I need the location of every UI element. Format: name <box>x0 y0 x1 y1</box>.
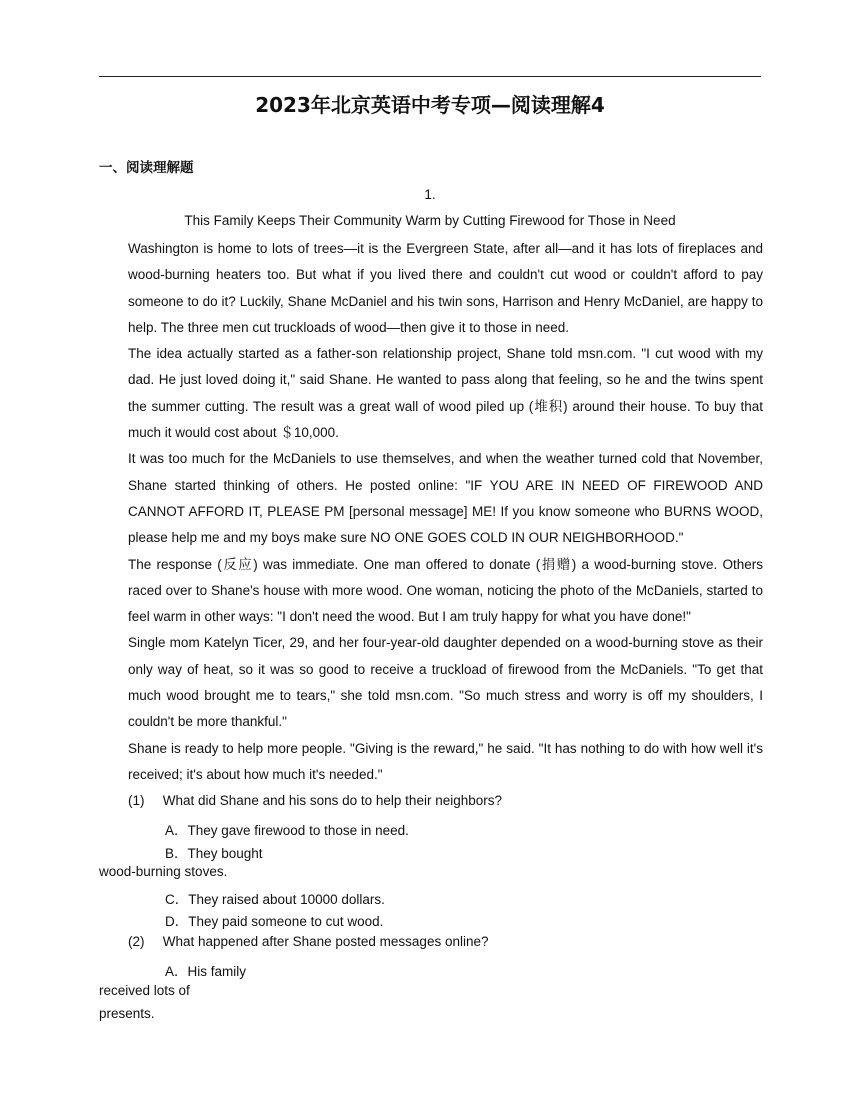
paragraph-5: Single mom Katelyn Ticer, 29, and her four-year-old daughter depended on a wood-burning stove as their only way of heat, so it was so good to receive a truckload of firewood from the McDaniels. "To get that much wood brought me to tears," she told msn.com. "So much stress and worry is off my shoulders, I couldn't be more thankful." <box>128 635 763 730</box>
question-1 <box>128 793 502 808</box>
paragraph-4: The response (反应) was immediate. One man offered to donate (捐赠) a wood-burning stove. Others raced over to Shane's house with more wood. One woman, noticing the photo of the McDaniels, started to feel warm in other ways: "I don't need the wood. But I am truly happy for what you have done!" <box>128 556 763 625</box>
question-2 <box>128 934 489 949</box>
page-title: 2023年北京英语中考专项—阅读理解4 <box>255 93 605 117</box>
question-2-number: (2) <box>128 934 145 949</box>
question-1-number: (1) <box>128 793 145 808</box>
header-rule <box>99 76 761 77</box>
question-2-text: What happened after Shane posted messages online? <box>162 934 489 949</box>
paragraph-2: The idea actually started as a father-son relationship project, Shane told msn.com. "I cut wood with my dad. He just loved doing it," said Shane. He wanted to pass along that feeling, so he and the twins spent the summer cutting. The result was a great wall of wood piled up (堆积) around their house. To buy that much it would cost about ＄10,000. <box>128 346 763 441</box>
section-heading: 一、阅读理解题 <box>99 160 194 176</box>
q1-option-d: D．They paid someone to cut wood. <box>165 914 384 929</box>
paragraph-3: It was too much for the McDaniels to use themselves, and when the weather turned cold that November, Shane started thinking of others. He posted online: "IF YOU ARE IN NEED OF FIREWOOD AND CANNOT AFFORD IT, PLEASE PM [personal message] ME! If you know someone who BURNS WOOD, please help me and my boys make sure NO ONE GOES COLD IN OUR NEIGHBORHOOD." <box>128 451 763 546</box>
q1-option-b: B．They bought <box>165 846 263 861</box>
passage-title: This Family Keeps Their Community Warm by Cutting Firewood for Those in Need <box>184 213 676 228</box>
passage <box>128 236 763 788</box>
q1-option-b-continued: wood-burning stoves. <box>99 864 228 879</box>
q2-option-a-continued-1: received lots of <box>99 983 190 998</box>
q1-option-a: A．They gave firewood to those in need. <box>165 823 409 838</box>
paragraph-6: Shane is ready to help more people. "Giving is the reward," he said. "It has nothing to do with how well it's received; it's about how much it's needed." <box>128 740 763 782</box>
question-number: 1. <box>424 187 436 202</box>
paragraph-1: Washington is home to lots of trees—it is the Evergreen State, after all—and it has lots of fireplaces and wood-burning heaters too. But what if you lived there and couldn't cut wood or couldn't afford to pay someone to do it? Luckily, Shane McDaniel and his twin sons, Harrison and Henry McDaniel, are happy to help. The three men cut truckloads of wood—then give it to those in need. <box>128 241 763 335</box>
question-1-text: What did Shane and his sons do to help their neighbors? <box>162 793 502 808</box>
q2-option-a-continued-2: presents. <box>99 1006 155 1021</box>
q2-option-a: A．His family <box>165 964 247 979</box>
q1-option-c: C．They raised about 10000 dollars. <box>165 892 385 907</box>
